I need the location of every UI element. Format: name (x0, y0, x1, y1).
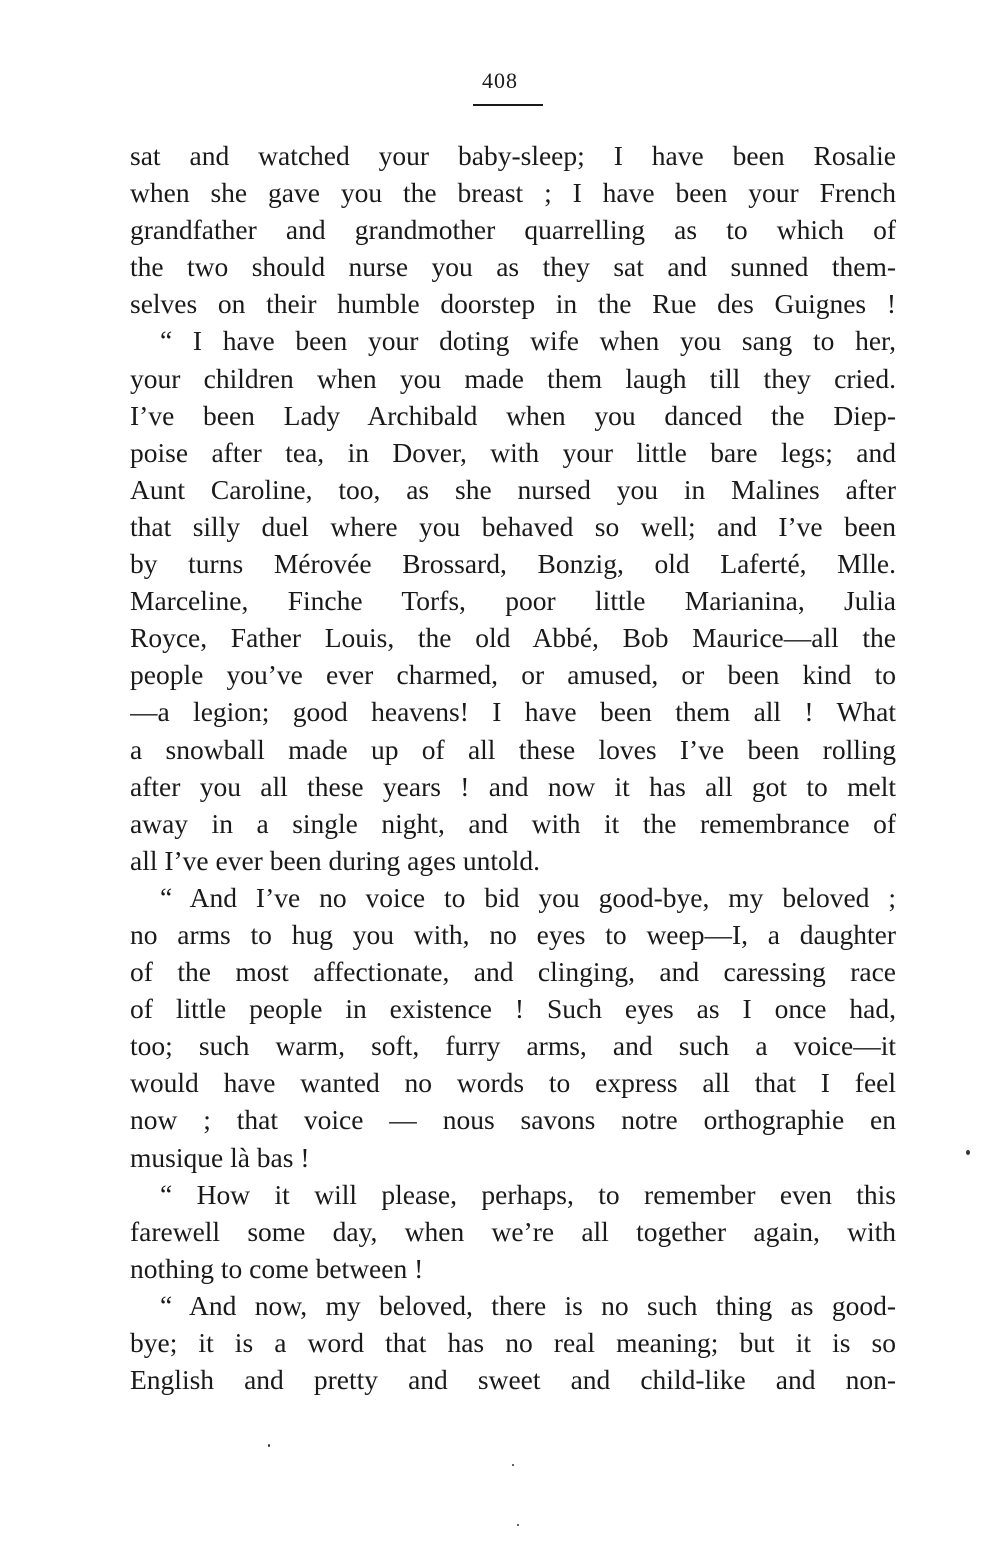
print-speck (512, 1464, 514, 1466)
text-line: English and pretty and sweet and child-like and non- (130, 1364, 896, 1396)
text-line: when she gave you the breast ; I have been your French (130, 177, 896, 209)
text-line: grandfather and grandmother quarrelling as to which of (130, 214, 896, 246)
text-line: nothing to come between ! (130, 1252, 424, 1284)
text-line: Marceline, Finche Torfs, poor little Marianina, Julia (130, 585, 896, 617)
text-line: your children when you made them laugh till they cried. (130, 362, 896, 394)
text-line: the two should nurse you as they sat and sunned them- (130, 251, 896, 283)
paragraph-5 (130, 1287, 896, 1398)
print-speck (268, 1444, 270, 1447)
text-line: “ And now, my beloved, there is no such thing as good- (160, 1289, 896, 1321)
paragraph-4 (130, 1176, 896, 1287)
page-number: 408 (482, 68, 518, 93)
text-line: people you’ve ever charmed, or amused, or been kind to (130, 659, 896, 691)
text-line: away in a single night, and with it the remembrance of (130, 807, 896, 839)
paragraph-3 (130, 879, 896, 1176)
print-speck (517, 1524, 519, 1526)
text-line: of the most affectionate, and clinging, and caressing race (130, 956, 896, 988)
text-line: poise after tea, in Dover, with your little bare legs; and (130, 436, 896, 468)
text-line: that silly duel where you behaved so well; and I’ve been (130, 510, 896, 542)
text-line: Aunt Caroline, too, as she nursed you in Malines after (130, 473, 896, 505)
text-line: by turns Mérovée Brossard, Bonzig, old Laferté, Mlle. (130, 548, 896, 580)
text-line: “ And I’ve no voice to bid you good-bye, my beloved ; (160, 881, 896, 913)
text-line: now ; that voice — nous savons notre orthographie en (130, 1104, 896, 1136)
text-line: I’ve been Lady Archibald when you danced the Diep- (130, 399, 896, 431)
body-text (130, 137, 896, 1398)
text-line: a snowball made up of all these loves I’ve been rolling (130, 733, 896, 765)
text-line: would have wanted no words to express all that I feel (130, 1067, 896, 1099)
paragraph-2 (130, 322, 896, 878)
text-line: no arms to hug you with, no eyes to weep—I, a daughter (130, 918, 896, 950)
text-line: all I’ve ever been during ages untold. (130, 844, 541, 876)
text-line: bye; it is a word that has no real meaning; but it is so (130, 1327, 896, 1358)
text-line: —a legion; good heavens! I have been them all ! What (130, 696, 896, 728)
text-line: selves on their humble doorstep in the Rue des Guignes ! (130, 288, 896, 320)
text-line: sat and watched your baby-sleep; I have been Rosalie (130, 140, 896, 171)
text-line: too; such warm, soft, furry arms, and such a voice—it (130, 1030, 896, 1062)
text-line: “ I have been your doting wife when you sang to her, (160, 325, 896, 357)
text-line: Royce, Father Louis, the old Abbé, Bob Maurice—all the (130, 622, 896, 654)
text-line: “ How it will please, perhaps, to remember even this (160, 1178, 896, 1210)
header-rule (473, 104, 543, 106)
text-line: of little people in existence ! Such eyes as I once had, (130, 993, 896, 1025)
text-line: after you all these years ! and now it has all got to melt (130, 770, 896, 802)
print-speck (966, 1150, 970, 1155)
paragraph-1 (130, 137, 896, 322)
text-line: musique là bas ! (130, 1141, 310, 1173)
text-line: farewell some day, when we’re all together again, with (130, 1215, 896, 1247)
